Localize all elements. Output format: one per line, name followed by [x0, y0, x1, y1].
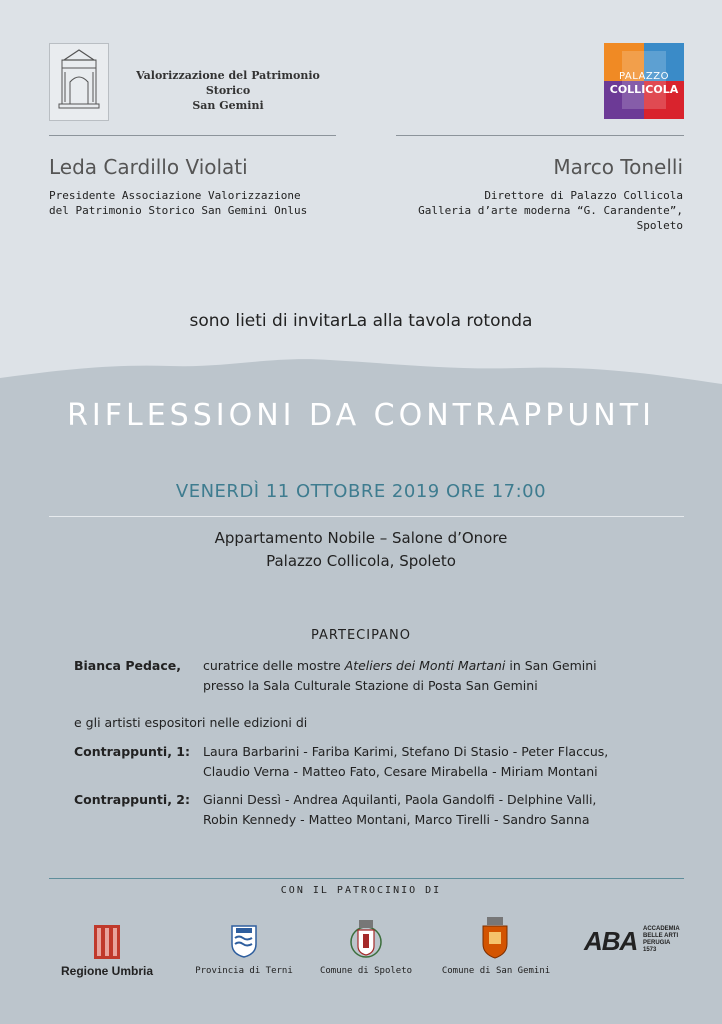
curator-desc-line1	[203, 656, 683, 676]
invitation-text: sono lieti di invitarLa alla tavola rotonda	[189, 311, 533, 331]
divider-left	[49, 135, 336, 136]
accademia-line2: BELLE ARTI	[643, 933, 679, 939]
association-name	[120, 68, 336, 113]
edition-1-artists	[203, 742, 683, 782]
accademia-line4: 1573	[643, 947, 657, 953]
comune-san-gemini-crest-icon	[480, 916, 510, 960]
host-left-role	[49, 188, 309, 218]
accademia-logo-mark: ABA	[584, 926, 638, 956]
host-right-role-line1: Direttore di Palazzo Collicola	[484, 189, 683, 202]
sponsor-provincia-terni: Provincia di Terni	[195, 966, 293, 976]
patronage-heading: CON IL PATROCINIO DI	[280, 885, 442, 896]
curator-desc-prefix: curatrice delle mostre	[203, 658, 345, 673]
curator-description	[203, 656, 683, 696]
venue-line2: Palazzo Collicola, Spoleto	[266, 552, 456, 570]
host-left-name: Leda Cardillo Violati	[49, 155, 248, 179]
divider-right	[396, 135, 684, 136]
edition-1-label: Contrappunti, 1:	[74, 744, 190, 759]
venue-line1: Appartamento Nobile – Salone d’Onore	[214, 529, 508, 547]
accademia-line1: ACCADEMIA	[643, 926, 680, 932]
event-title: RIFLESSIONI DA CONTRAPPUNTI	[67, 398, 655, 433]
association-name-line2: San Gemini	[192, 99, 264, 112]
comune-spoleto-crest-icon	[346, 916, 386, 960]
curator-desc-italic: Ateliers dei Monti Martani	[344, 658, 506, 673]
palazzo-logo-text-line2: COLLICOLA	[609, 83, 679, 96]
edition-1-line2: Claudio Verna - Matteo Fato, Cesare Mirabella - Miriam Montani	[203, 764, 598, 779]
palazzo-logo-text-line1: PALAZZO	[619, 71, 669, 82]
host-left-role-line2: del Patrimonio Storico San Gemini Onlus	[49, 204, 308, 217]
sponsor-regione-umbria: Regione Umbria	[60, 964, 153, 978]
edition-2-line1: Gianni Dessì - Andrea Aquilanti, Paola Gandolfi - Delphine Valli,	[203, 792, 597, 807]
edition-2-artists	[203, 790, 683, 830]
curator-desc-line2: presso la Sala Culturale Stazione di Posta San Gemini	[203, 678, 538, 693]
host-right-role	[383, 188, 683, 233]
edition-2-label: Contrappunti, 2:	[74, 792, 190, 807]
regione-umbria-emblem-icon	[94, 925, 120, 959]
edition-2-line2: Robin Kennedy - Matteo Montani, Marco Tirelli - Sandro Sanna	[203, 812, 590, 827]
curator-name: Bianca Pedace,	[74, 658, 182, 673]
artists-intro: e gli artisti espositori nelle edizioni di	[74, 715, 308, 730]
provincia-terni-crest-icon	[230, 924, 258, 958]
host-right-name: Marco Tonelli	[553, 155, 683, 179]
divider-patronage	[49, 878, 684, 879]
host-left-role-line1: Presidente Associazione Valorizzazione	[49, 189, 301, 202]
divider-date	[49, 516, 684, 517]
sponsor-comune-spoleto: Comune di Spoleto	[319, 966, 413, 976]
event-datetime: VENERDÌ 11 OTTOBRE 2019 ORE 17:00	[175, 481, 547, 502]
association-name-line1: Valorizzazione del Patrimonio Storico	[136, 69, 320, 97]
sponsor-comune-san-gemini: Comune di San Gemini	[441, 966, 551, 976]
accademia-line3: PERUGIA	[643, 940, 671, 946]
curator-desc-suffix: in San Gemini	[505, 658, 597, 673]
host-right-role-line2: Galleria d’arte moderna “G. Carandente”, Spoleto	[418, 204, 683, 232]
edition-1-line1: Laura Barbarini - Fariba Karimi, Stefano Di Stasio - Peter Flaccus,	[203, 744, 609, 759]
association-logo	[49, 43, 109, 121]
accademia-logo-text	[643, 926, 680, 954]
participants-heading: PARTECIPANO	[311, 628, 411, 643]
